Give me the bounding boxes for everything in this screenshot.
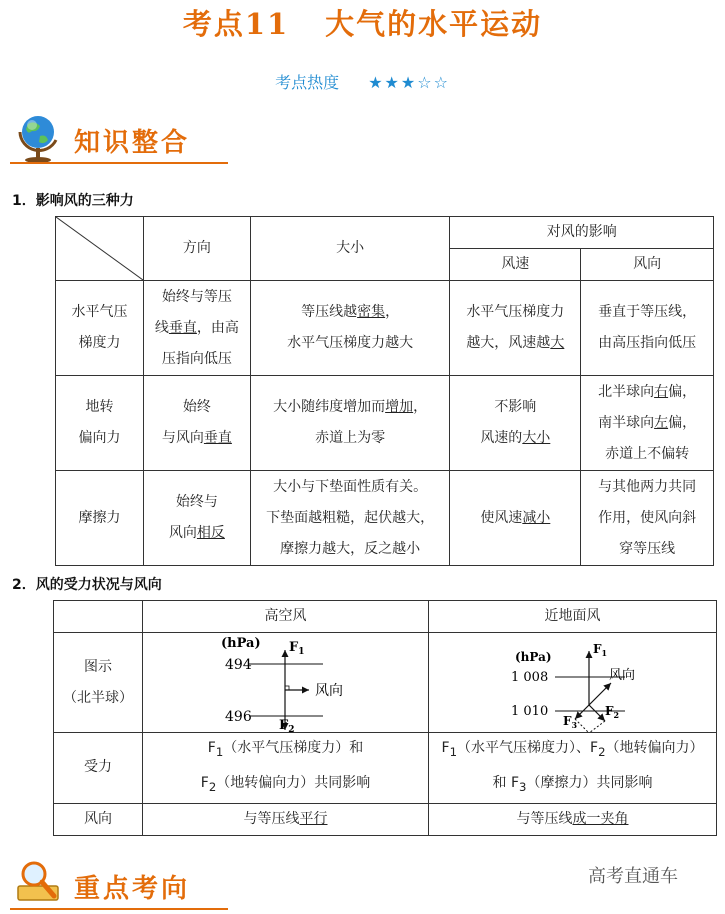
col-header-magnitude: 大小 xyxy=(250,217,450,281)
diagonal-header-cell xyxy=(56,217,144,281)
force-magnitude: 大小随纬度增加而增加， 赤道上为零 xyxy=(250,376,450,471)
high-f2-label: $F_2$ xyxy=(279,718,295,732)
table1-heading: 1．影响风的三种力 xyxy=(12,193,134,209)
effect-speed: 水平气压梯度力 越大，风速越大 xyxy=(450,281,581,376)
section-knowledge-title: 知识整合 xyxy=(74,128,191,158)
col-header-speed: 风速 xyxy=(450,249,581,281)
heat-rating xyxy=(0,70,725,93)
col-header-direction: 方向 xyxy=(144,217,251,281)
effect-winddir: 与其他两力共同 作用，使风向斜 穿等压线 xyxy=(581,471,714,566)
section-key-title: 重点考向 xyxy=(74,874,191,904)
force-name: 地转 偏向力 xyxy=(56,376,144,471)
force-magnitude: 等压线越密集， 水平气压梯度力越大 xyxy=(250,281,450,376)
high-unit-label: (hPa) xyxy=(221,636,261,651)
surface-wind-direction: 与等压线成一夹角 xyxy=(429,803,717,835)
empty-corner-cell xyxy=(54,601,143,633)
col-header-effect: 对风的影响 xyxy=(450,217,714,249)
surface-f2-arrow xyxy=(589,705,605,721)
section-key-header xyxy=(10,856,240,912)
force-name: 摩擦力 xyxy=(56,471,144,566)
surface-f2-label: $F_2$ xyxy=(605,704,620,720)
heat-label: 考点热度 xyxy=(275,73,340,92)
force-name: 水平气压 梯度力 xyxy=(56,281,144,376)
row-label-winddir: 风向 xyxy=(54,803,143,835)
forces-table xyxy=(55,216,714,566)
page-title: 考点11 大气的水平运动 xyxy=(182,7,543,41)
table-row xyxy=(56,471,714,566)
table-row xyxy=(56,376,714,471)
effect-speed: 使风速减小 xyxy=(450,471,581,566)
surface-isobar-1008: 1 008 xyxy=(511,670,549,685)
high-wind-forces: $F_1$（水平气压梯度力）和 $F_2$（地转偏向力）共同影响 xyxy=(143,733,429,804)
high-wind-diagram xyxy=(143,633,429,733)
surface-wind-arrow xyxy=(589,683,611,705)
surface-f1-label: $F_1$ xyxy=(593,642,608,658)
section-divider xyxy=(10,908,228,910)
magnifier-book-icon xyxy=(10,856,66,910)
surface-wind-diagram xyxy=(429,633,717,733)
effect-winddir: 北半球向右偏， 南半球向左偏， 赤道上不偏转 xyxy=(581,376,714,471)
col-header-winddir: 风向 xyxy=(581,249,714,281)
row-label-force: 受力 xyxy=(54,733,143,804)
force-magnitude: 大小与下垫面性质有关。 下垫面越粗糙，起伏越大， 摩擦力越大，反之越小 xyxy=(250,471,450,566)
force-direction: 始终与 风向相反 xyxy=(144,471,251,566)
force-direction: 始终与等压 线垂直，由高 压指向低压 xyxy=(144,281,251,376)
effect-speed: 不影响 风速的大小 xyxy=(450,376,581,471)
surface-wind-forces: $F_1$（水平气压梯度力）、$F_2$（地转偏向力） 和 $F_3$（摩擦力）共同影响 xyxy=(429,733,717,804)
effect-winddir: 垂直于等压线， 由高压指向低压 xyxy=(581,281,714,376)
high-wind-direction: 与等压线平行 xyxy=(143,803,429,835)
watermark: 高考直通车 xyxy=(588,866,678,887)
surface-f3-label: $F_3$ xyxy=(563,714,578,730)
section-knowledge-header xyxy=(10,110,240,166)
surface-unit-label: (hPa) xyxy=(515,650,552,664)
globe-icon xyxy=(10,110,66,164)
surface-wind-label: 风向 xyxy=(609,668,636,683)
col-header-surface-wind: 近地面风 xyxy=(429,601,717,633)
force-direction: 始终 与风向垂直 xyxy=(144,376,251,471)
high-f1-label: $F_1$ xyxy=(289,640,305,657)
surface-isobar-1010: 1 010 xyxy=(511,704,549,719)
table-row xyxy=(56,281,714,376)
section-divider xyxy=(10,162,228,164)
row-label-diagram: 图示 （北半球） xyxy=(54,633,143,733)
surface-f3-arrow xyxy=(575,705,589,719)
high-wind-label: 风向 xyxy=(315,683,343,699)
high-isobar-496-label: 496 xyxy=(225,709,252,725)
col-header-high-wind: 高空风 xyxy=(143,601,429,633)
table2-heading: 2．风的受力状况与风向 xyxy=(12,577,162,593)
wind-force-table xyxy=(53,600,717,836)
high-isobar-494: 494 xyxy=(225,657,252,673)
heat-stars: ★★★☆☆ xyxy=(368,73,450,92)
